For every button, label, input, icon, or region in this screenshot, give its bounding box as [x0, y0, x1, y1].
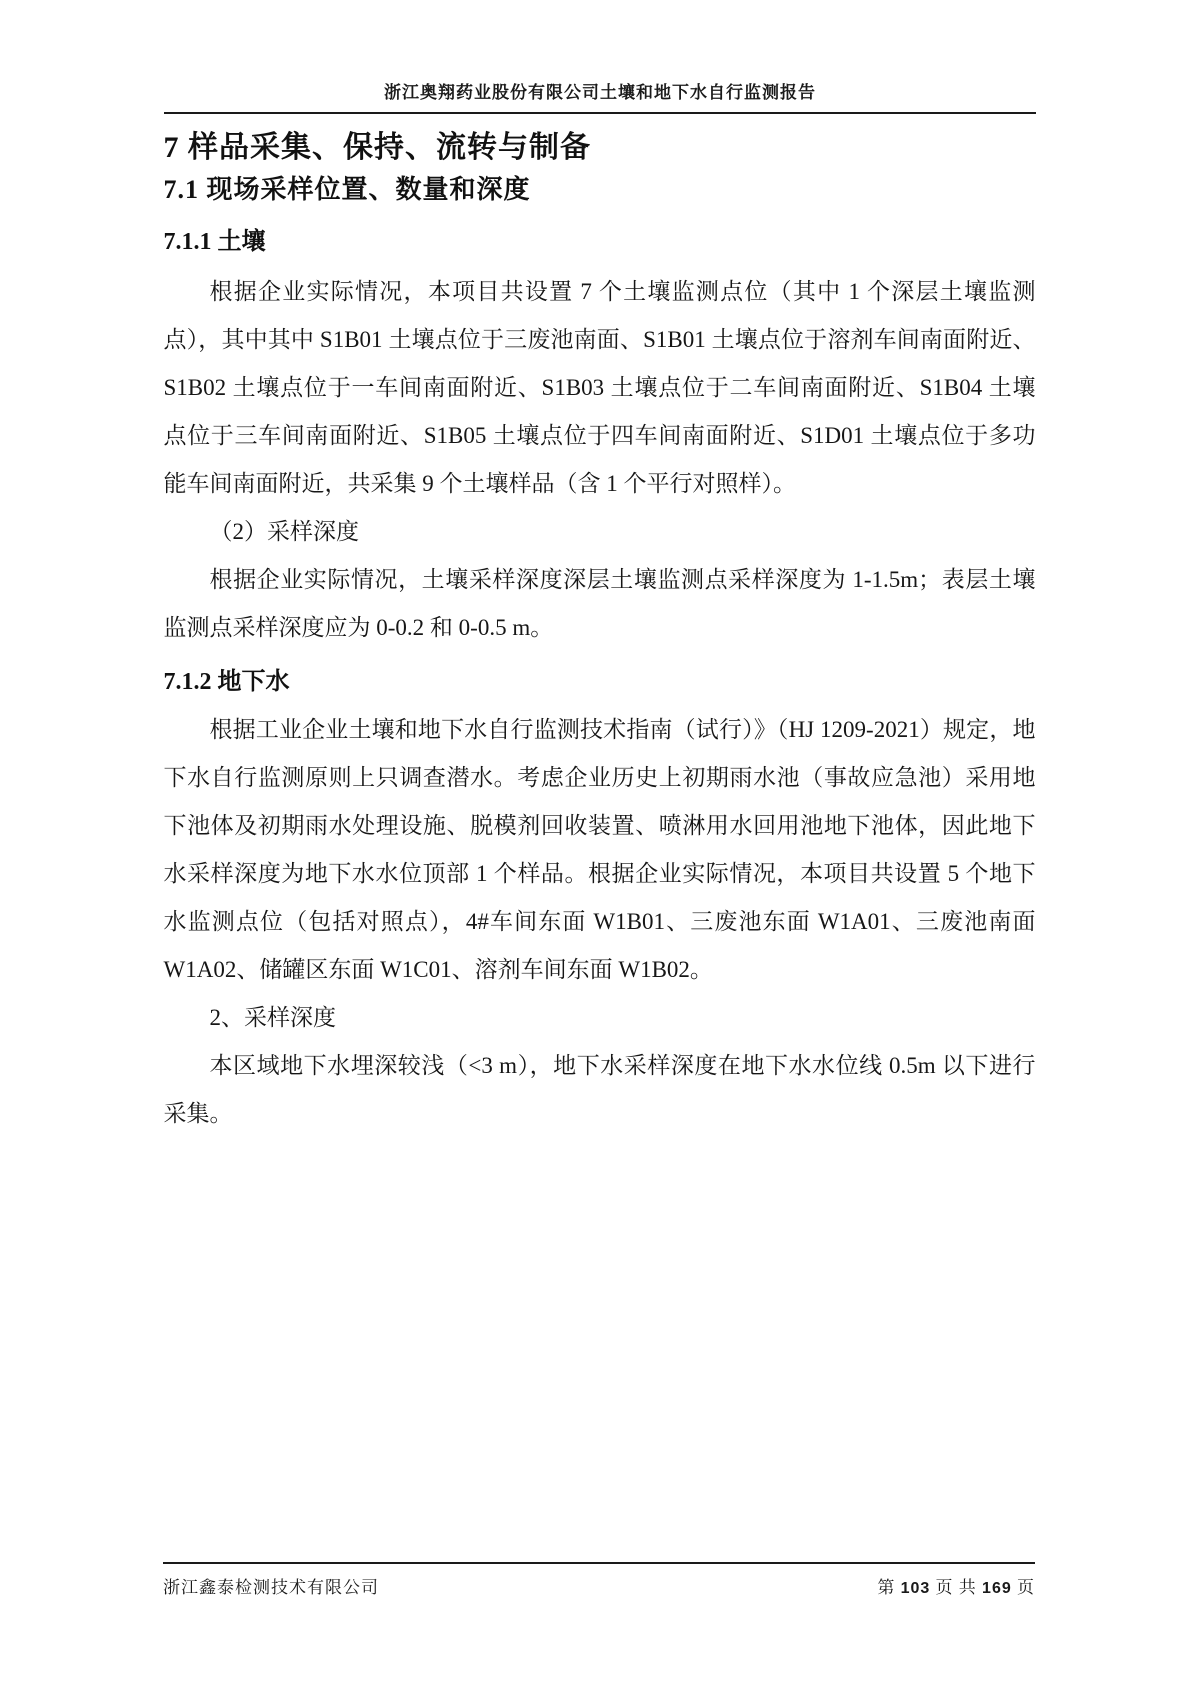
page-footer	[163, 1562, 1035, 1598]
soil-paragraph-sampling-depth: 根据企业实际情况，土壤采样深度深层土壤监测点采样深度为 1-1.5m；表层土壤监测点采样深度应为 0-0.2 和 0-0.5 m。	[163, 567, 1036, 640]
footer-current-page-number: 103	[900, 1580, 931, 1597]
soil-paragraph-monitoring-points: 根据企业实际情况，本项目共设置 7 个土壤监测点位（其中 1 个深层土壤监测点），其中其中 S1B01 土壤点位于三废池南面、S1B01 土壤点位于溶剂车间南面附近、S1B02 土壤点位于一车间南面附近、S1B03 土壤点位于二车间南面附近、S1B04 土壤点位于三车间南面附近、S1B05 土壤点位于四车间南面附近、S1D01 土壤点位于多功能车间南面附近，共采集 9 个土壤样品（含 1 个平行对照样）。	[163, 279, 1036, 496]
groundwater-paragraph-sampling-depth: 本区域地下水埋深较浅（<3 m），地下水采样深度在地下水水位线 0.5m 以下进行采集。	[163, 1053, 1036, 1126]
groundwater-paragraph-monitoring-points: 根据工业企业土壤和地下水自行监测技术指南（试行）》（HJ 1209-2021）规定，地下水自行监测原则上只调查潜水。考虑企业历史上初期雨水池（事故应急池）采用地下池体及初期雨水处理设施、脱模剂回收装置、喷淋用水回用池地下池体，因此地下水采样深度为地下水水位顶部 1 个样品。根据企业实际情况，本项目共设置 5 个地下水监测点位（包括对照点），4#车间东面 W1B01、三废池东面 W1A01、三废池南面 W1A02、储罐区东面 W1C01、溶剂车间东面 W1B02。	[163, 717, 1036, 982]
footer-page-suffix: 页	[1017, 1578, 1035, 1597]
groundwater-sampling-depth-label: 2、采样深度	[209, 1005, 336, 1030]
section-7-1-2-title: 7.1.2 地下水	[163, 669, 290, 695]
footer-total-page-number: 169	[982, 1580, 1012, 1597]
section-7-1-1-title: 7.1.1 土壤	[163, 229, 266, 255]
footer-page-middle: 页 共	[935, 1578, 977, 1597]
soil-sampling-depth-label: （2）采样深度	[209, 519, 359, 544]
footer-page-prefix: 第	[877, 1578, 896, 1597]
header-title: 浙江奥翔药业股份有限公司土壤和地下水自行监测报告	[384, 83, 816, 102]
page-header	[164, 0, 1036, 114]
section-7-title: 7 样品采集、保持、流转与制备	[163, 131, 591, 164]
section-7-1-title: 7.1 现场采样位置、数量和深度	[163, 175, 531, 204]
footer-company-name: 浙江鑫泰检测技术有限公司	[163, 1578, 379, 1597]
page-content	[164, 130, 1036, 1138]
footer-page-indicator	[877, 1573, 1035, 1598]
